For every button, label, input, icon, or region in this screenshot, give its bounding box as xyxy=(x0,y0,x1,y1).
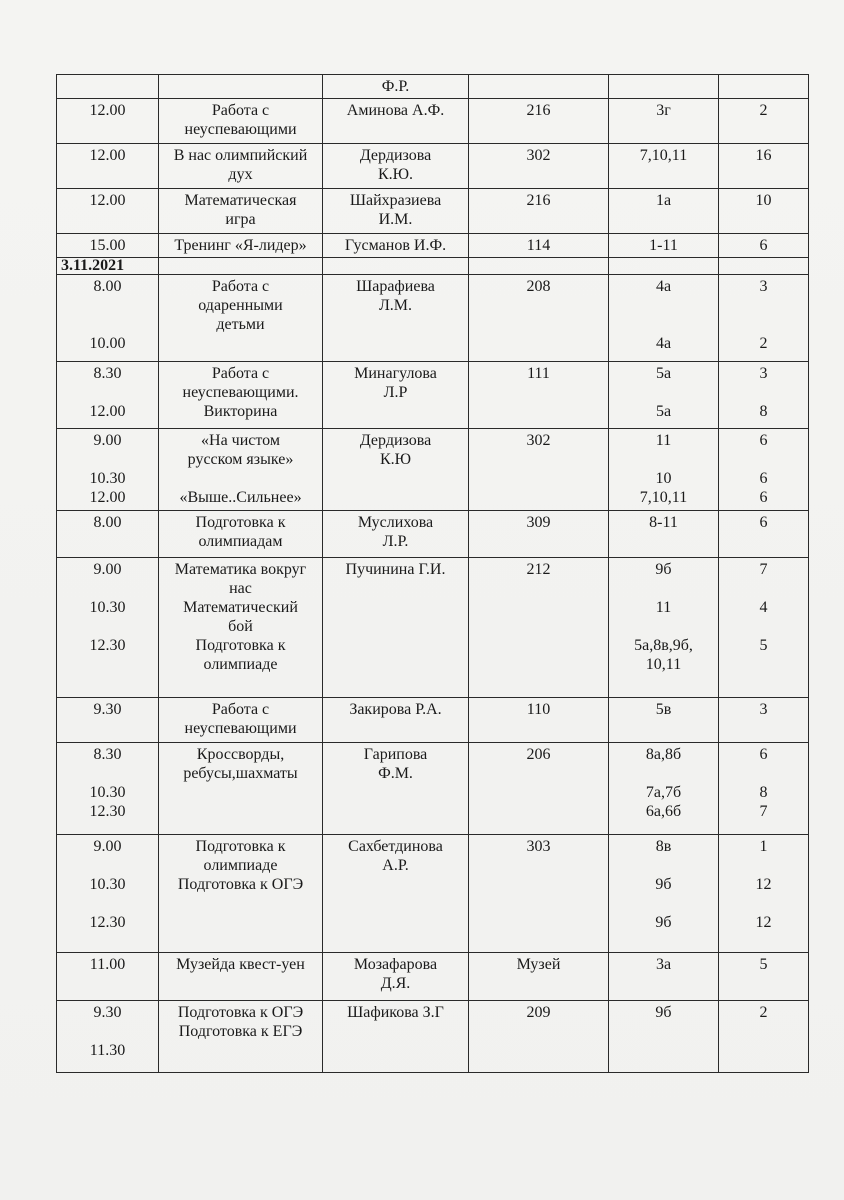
event-cell xyxy=(159,234,323,258)
cnt-line: 7 xyxy=(759,561,768,578)
room-line: 111 xyxy=(527,365,550,382)
teacher-line: Муслихова xyxy=(357,514,434,531)
time-line: 10.00 xyxy=(89,335,126,352)
cls-line: 11 xyxy=(655,599,672,616)
table-row xyxy=(57,189,809,234)
cnt-line: 6 xyxy=(759,514,768,531)
cls-line: 4а xyxy=(655,335,672,352)
teacher-cell xyxy=(323,743,469,835)
time-cell xyxy=(57,953,159,1001)
event-line: бой xyxy=(228,618,253,635)
time-line: 10.30 xyxy=(89,470,126,487)
event-line: нас xyxy=(229,580,252,597)
time-line: 9.30 xyxy=(93,1004,122,1021)
teacher-cell xyxy=(323,234,469,258)
table-row xyxy=(57,144,809,189)
room-line: 302 xyxy=(526,432,551,449)
time-line: 12.30 xyxy=(89,637,126,654)
event-cell xyxy=(159,75,323,99)
cnt-line: 16 xyxy=(755,147,772,164)
cls-line: 9б xyxy=(655,561,672,578)
cls-line: 11 xyxy=(655,432,672,449)
event-line: Работа с xyxy=(211,278,270,295)
time-line: 12.00 xyxy=(89,489,126,506)
cls-line: 7,10,11 xyxy=(639,147,688,164)
cnt-line: 1 xyxy=(759,838,768,855)
event-cell xyxy=(159,558,323,698)
schedule-table xyxy=(56,74,809,1073)
cnt-cell xyxy=(719,144,809,189)
event-line xyxy=(163,469,318,488)
room-line: 212 xyxy=(526,561,551,578)
teacher-line: Сахбетдинова xyxy=(348,838,443,855)
empty-cell xyxy=(609,258,719,275)
teacher-cell xyxy=(323,429,469,511)
cls-line: 4а xyxy=(655,278,672,295)
time-line xyxy=(61,894,154,913)
teacher-line: И.М. xyxy=(378,211,413,228)
cls-cell xyxy=(609,99,719,144)
time-line: 11.00 xyxy=(89,956,126,973)
cnt-line: 10 xyxy=(755,192,772,209)
teacher-line: Минагулова xyxy=(354,365,437,382)
cls-cell xyxy=(609,275,719,362)
schedule-body xyxy=(57,75,809,1073)
cls-cell xyxy=(609,189,719,234)
event-line: Работа с xyxy=(211,102,270,119)
cnt-line: 12 xyxy=(755,914,772,931)
room-cell xyxy=(469,275,609,362)
room-line: 206 xyxy=(526,746,551,763)
cls-cell xyxy=(609,144,719,189)
teacher-line: Шайхразиева xyxy=(349,192,442,209)
event-line: Музейда квест-уен xyxy=(176,956,305,973)
time-line: 12.00 xyxy=(89,192,126,209)
cnt-line xyxy=(723,383,804,402)
event-line: Подготовка к ОГЭ xyxy=(177,1004,304,1021)
time-cell xyxy=(57,275,159,362)
event-cell xyxy=(159,698,323,743)
cls-line xyxy=(613,383,714,402)
cnt-line: 3 xyxy=(759,365,768,382)
cnt-cell xyxy=(719,429,809,511)
table-row xyxy=(57,743,809,835)
cnt-line: 6 xyxy=(759,470,768,487)
room-cell xyxy=(469,362,609,429)
cnt-line: 6 xyxy=(759,237,768,254)
cls-line: 5а xyxy=(655,365,672,382)
time-line: 15.00 xyxy=(89,237,126,254)
date-cell xyxy=(57,258,159,275)
cnt-line: 2 xyxy=(759,102,768,119)
room-cell xyxy=(469,429,609,511)
time-line: 12.00 xyxy=(89,403,126,420)
teacher-cell xyxy=(323,558,469,698)
cls-line: 1-11 xyxy=(649,237,678,254)
teacher-cell xyxy=(323,189,469,234)
time-cell xyxy=(57,743,159,835)
teacher-line: Пучинина Г.И. xyxy=(345,561,446,578)
cls-cell xyxy=(609,835,719,953)
time-cell xyxy=(57,698,159,743)
cls-line: 1а xyxy=(655,192,672,209)
table-row xyxy=(57,429,809,511)
cnt-cell xyxy=(719,75,809,99)
cnt-cell xyxy=(719,743,809,835)
teacher-line: Л.М. xyxy=(378,297,413,314)
cls-cell xyxy=(609,558,719,698)
event-line: Математика вокруг xyxy=(174,561,307,578)
time-line: 12.00 xyxy=(89,147,126,164)
cnt-line xyxy=(723,764,804,783)
event-cell xyxy=(159,429,323,511)
cnt-line: 8 xyxy=(759,403,768,420)
room-cell xyxy=(469,1001,609,1073)
cls-line xyxy=(613,450,714,469)
event-line: олимпиаде xyxy=(203,857,278,874)
room-line: 209 xyxy=(526,1004,551,1021)
table-row xyxy=(57,75,809,99)
teacher-cell xyxy=(323,1001,469,1073)
room-cell xyxy=(469,698,609,743)
table-row xyxy=(57,953,809,1001)
cnt-cell xyxy=(719,558,809,698)
table-row xyxy=(57,234,809,258)
room-line: Музей xyxy=(516,956,561,973)
event-cell xyxy=(159,144,323,189)
event-cell xyxy=(159,99,323,144)
table-row xyxy=(57,558,809,698)
cls-line: 5а,8в,9б, xyxy=(634,637,693,654)
cls-line: 6а,6б xyxy=(645,803,682,820)
cls-line: 9б xyxy=(655,1004,672,1021)
cnt-cell xyxy=(719,99,809,144)
event-line: детьми xyxy=(216,316,265,333)
event-cell xyxy=(159,1001,323,1073)
teacher-line: К.Ю. xyxy=(377,166,414,183)
cls-cell xyxy=(609,75,719,99)
teacher-line: Д.Я. xyxy=(380,975,411,992)
room-line: 208 xyxy=(526,278,551,295)
cnt-cell xyxy=(719,275,809,362)
room-cell xyxy=(469,953,609,1001)
event-line: Викторина xyxy=(203,403,278,420)
teacher-cell xyxy=(323,99,469,144)
event-line: неуспевающими. xyxy=(182,384,299,401)
date-row xyxy=(57,258,809,275)
table-row xyxy=(57,1001,809,1073)
table-row xyxy=(57,275,809,362)
room-cell xyxy=(469,743,609,835)
teacher-line: Шарафиева xyxy=(356,278,435,295)
empty-cell xyxy=(323,258,469,275)
cnt-cell xyxy=(719,362,809,429)
cnt-line xyxy=(723,77,804,96)
event-cell xyxy=(159,835,323,953)
room-line xyxy=(473,77,604,96)
time-cell xyxy=(57,362,159,429)
time-line: 9.30 xyxy=(93,701,122,718)
table-row xyxy=(57,99,809,144)
cnt-line: 5 xyxy=(759,637,768,654)
event-line: Кроссворды, xyxy=(196,746,285,763)
room-line: 216 xyxy=(526,192,551,209)
cnt-line xyxy=(723,579,804,598)
cls-line: 9б xyxy=(655,876,672,893)
cnt-line: 5 xyxy=(759,956,768,973)
cls-line: 7а,7б xyxy=(645,784,682,801)
teacher-line: Закирова Р.А. xyxy=(349,701,442,718)
table-row xyxy=(57,835,809,953)
room-cell xyxy=(469,558,609,698)
cls-line: 5а xyxy=(655,403,672,420)
teacher-line: К.Ю xyxy=(379,451,412,468)
room-cell xyxy=(469,75,609,99)
cnt-line: 12 xyxy=(755,876,772,893)
teacher-cell xyxy=(323,511,469,558)
time-line: 9.00 xyxy=(93,432,122,449)
event-line: В нас олимпийский xyxy=(173,147,308,164)
table-row xyxy=(57,362,809,429)
time-line xyxy=(61,383,154,402)
table-row xyxy=(57,511,809,558)
event-line xyxy=(163,77,318,96)
event-line: Подготовка к xyxy=(195,637,286,654)
time-line xyxy=(61,579,154,598)
cls-cell xyxy=(609,1001,719,1073)
teacher-cell xyxy=(323,953,469,1001)
event-cell xyxy=(159,275,323,362)
cls-line xyxy=(613,856,714,875)
cnt-line xyxy=(723,617,804,636)
time-line: 12.30 xyxy=(89,914,126,931)
cnt-line: 6 xyxy=(759,746,768,763)
cls-cell xyxy=(609,698,719,743)
teacher-cell xyxy=(323,362,469,429)
event-cell xyxy=(159,511,323,558)
event-line: Подготовка к ЕГЭ xyxy=(178,1023,303,1040)
cnt-line: 2 xyxy=(759,1004,768,1021)
event-cell xyxy=(159,362,323,429)
cnt-line: 2 xyxy=(759,335,768,352)
event-cell xyxy=(159,953,323,1001)
room-cell xyxy=(469,144,609,189)
teacher-cell xyxy=(323,144,469,189)
time-line xyxy=(61,315,154,334)
room-line: 114 xyxy=(526,237,551,254)
event-cell xyxy=(159,743,323,835)
time-cell xyxy=(57,99,159,144)
time-cell xyxy=(57,429,159,511)
cls-line: 10 xyxy=(655,470,672,487)
cls-line xyxy=(613,894,714,913)
cnt-line: 3 xyxy=(759,701,768,718)
cnt-cell xyxy=(719,511,809,558)
cls-line: 8в xyxy=(655,838,672,855)
time-line: 9.00 xyxy=(93,561,122,578)
room-cell xyxy=(469,511,609,558)
empty-cell xyxy=(719,258,809,275)
date-label: 3.11.2021 xyxy=(61,257,125,274)
teacher-line: Гусманов И.Ф. xyxy=(344,237,447,254)
time-line: 8.30 xyxy=(93,746,122,763)
time-line xyxy=(61,77,154,96)
event-line: дух xyxy=(228,166,253,183)
event-line: Работа с xyxy=(211,701,270,718)
event-line: русском языке» xyxy=(187,451,294,468)
time-line: 10.30 xyxy=(89,784,126,801)
cls-line: 3а xyxy=(655,956,672,973)
time-line: 12.30 xyxy=(89,803,126,820)
cnt-line: 4 xyxy=(759,599,768,616)
event-line: «На чистом xyxy=(201,432,280,449)
cls-line xyxy=(613,764,714,783)
cls-line xyxy=(613,315,714,334)
cls-cell xyxy=(609,234,719,258)
event-line: ребусы,шахматы xyxy=(183,765,298,782)
time-line xyxy=(61,450,154,469)
time-cell xyxy=(57,189,159,234)
event-line: олимпиаде xyxy=(203,656,278,673)
room-line: 302 xyxy=(526,147,551,164)
time-line: 9.00 xyxy=(93,838,122,855)
room-cell xyxy=(469,189,609,234)
teacher-line: Л.Р xyxy=(383,384,408,401)
event-line: Математическая xyxy=(184,192,297,209)
time-line xyxy=(61,1022,154,1041)
cls-line: 10,11 xyxy=(645,656,682,673)
time-line: 8.00 xyxy=(93,514,122,531)
cnt-line: 6 xyxy=(759,489,768,506)
time-line: 10.30 xyxy=(89,876,126,893)
teacher-cell xyxy=(323,835,469,953)
empty-cell xyxy=(159,258,323,275)
time-cell xyxy=(57,144,159,189)
cnt-cell xyxy=(719,1001,809,1073)
time-cell xyxy=(57,558,159,698)
teacher-line: Гарипова xyxy=(363,746,428,763)
room-line: 303 xyxy=(526,838,551,855)
teacher-line: Мозафарова xyxy=(353,956,438,973)
time-cell xyxy=(57,75,159,99)
cnt-cell xyxy=(719,189,809,234)
room-line: 216 xyxy=(526,102,551,119)
teacher-cell xyxy=(323,698,469,743)
time-line: 12.00 xyxy=(89,102,126,119)
event-line: Математический xyxy=(183,599,298,616)
time-line xyxy=(61,296,154,315)
time-line xyxy=(61,764,154,783)
cls-cell xyxy=(609,429,719,511)
time-line xyxy=(61,617,154,636)
teacher-line: Шафикова З.Г xyxy=(347,1004,444,1021)
cnt-line xyxy=(723,856,804,875)
teacher-line: Дердизова xyxy=(359,147,432,164)
time-line: 10.30 xyxy=(89,599,126,616)
cls-line: 8-11 xyxy=(649,514,678,531)
room-cell xyxy=(469,99,609,144)
cls-line: 5в xyxy=(655,701,672,718)
time-line: 8.00 xyxy=(93,278,122,295)
event-line: игра xyxy=(225,211,256,228)
cnt-line: 3 xyxy=(759,278,768,295)
teacher-line: Дердизова xyxy=(359,432,432,449)
cnt-line xyxy=(723,296,804,315)
teacher-cell xyxy=(323,275,469,362)
cnt-line xyxy=(723,894,804,913)
cls-cell xyxy=(609,362,719,429)
cls-line xyxy=(613,77,714,96)
cls-line xyxy=(613,296,714,315)
event-line: неуспевающими xyxy=(184,720,297,737)
event-line: Подготовка к xyxy=(195,838,286,855)
time-line xyxy=(61,856,154,875)
room-cell xyxy=(469,234,609,258)
cls-line xyxy=(613,579,714,598)
cls-line: 8а,8б xyxy=(645,746,682,763)
cnt-cell xyxy=(719,234,809,258)
event-line: «Выше..Сильнее» xyxy=(179,489,302,506)
cls-cell xyxy=(609,743,719,835)
cls-line: 9б xyxy=(655,914,672,931)
cnt-line: 7 xyxy=(759,803,768,820)
cls-cell xyxy=(609,511,719,558)
cls-line: 3г xyxy=(656,102,671,119)
cls-line xyxy=(613,617,714,636)
event-line: одаренными xyxy=(198,297,283,314)
room-line: 309 xyxy=(526,514,551,531)
event-cell xyxy=(159,189,323,234)
teacher-line: Ф.Р. xyxy=(381,78,410,95)
event-line: Подготовка к xyxy=(195,514,286,531)
cnt-cell xyxy=(719,835,809,953)
event-line: олимпиадам xyxy=(198,533,283,550)
time-line: 8.30 xyxy=(93,365,122,382)
teacher-line: А.Р. xyxy=(382,857,409,874)
cnt-line xyxy=(723,315,804,334)
event-line: Подготовка к ОГЭ xyxy=(177,876,304,893)
table-row xyxy=(57,698,809,743)
event-line: Тренинг «Я-лидер» xyxy=(174,237,307,254)
event-line: неуспевающими xyxy=(184,121,297,138)
time-cell xyxy=(57,234,159,258)
time-cell xyxy=(57,1001,159,1073)
cnt-line xyxy=(723,450,804,469)
cls-cell xyxy=(609,953,719,1001)
event-line: Работа с xyxy=(211,365,270,382)
time-cell xyxy=(57,835,159,953)
room-line: 110 xyxy=(526,701,551,718)
time-line: 11.30 xyxy=(89,1042,126,1059)
teacher-line: Л.Р. xyxy=(382,533,409,550)
teacher-line: Ф.М. xyxy=(378,765,413,782)
time-cell xyxy=(57,511,159,558)
cnt-cell xyxy=(719,953,809,1001)
cnt-line: 6 xyxy=(759,432,768,449)
cls-line: 7,10,11 xyxy=(639,489,688,506)
teacher-line: Аминова А.Ф. xyxy=(346,102,445,119)
room-cell xyxy=(469,835,609,953)
cnt-cell xyxy=(719,698,809,743)
teacher-cell xyxy=(323,75,469,99)
empty-cell xyxy=(469,258,609,275)
cnt-line: 8 xyxy=(759,784,768,801)
